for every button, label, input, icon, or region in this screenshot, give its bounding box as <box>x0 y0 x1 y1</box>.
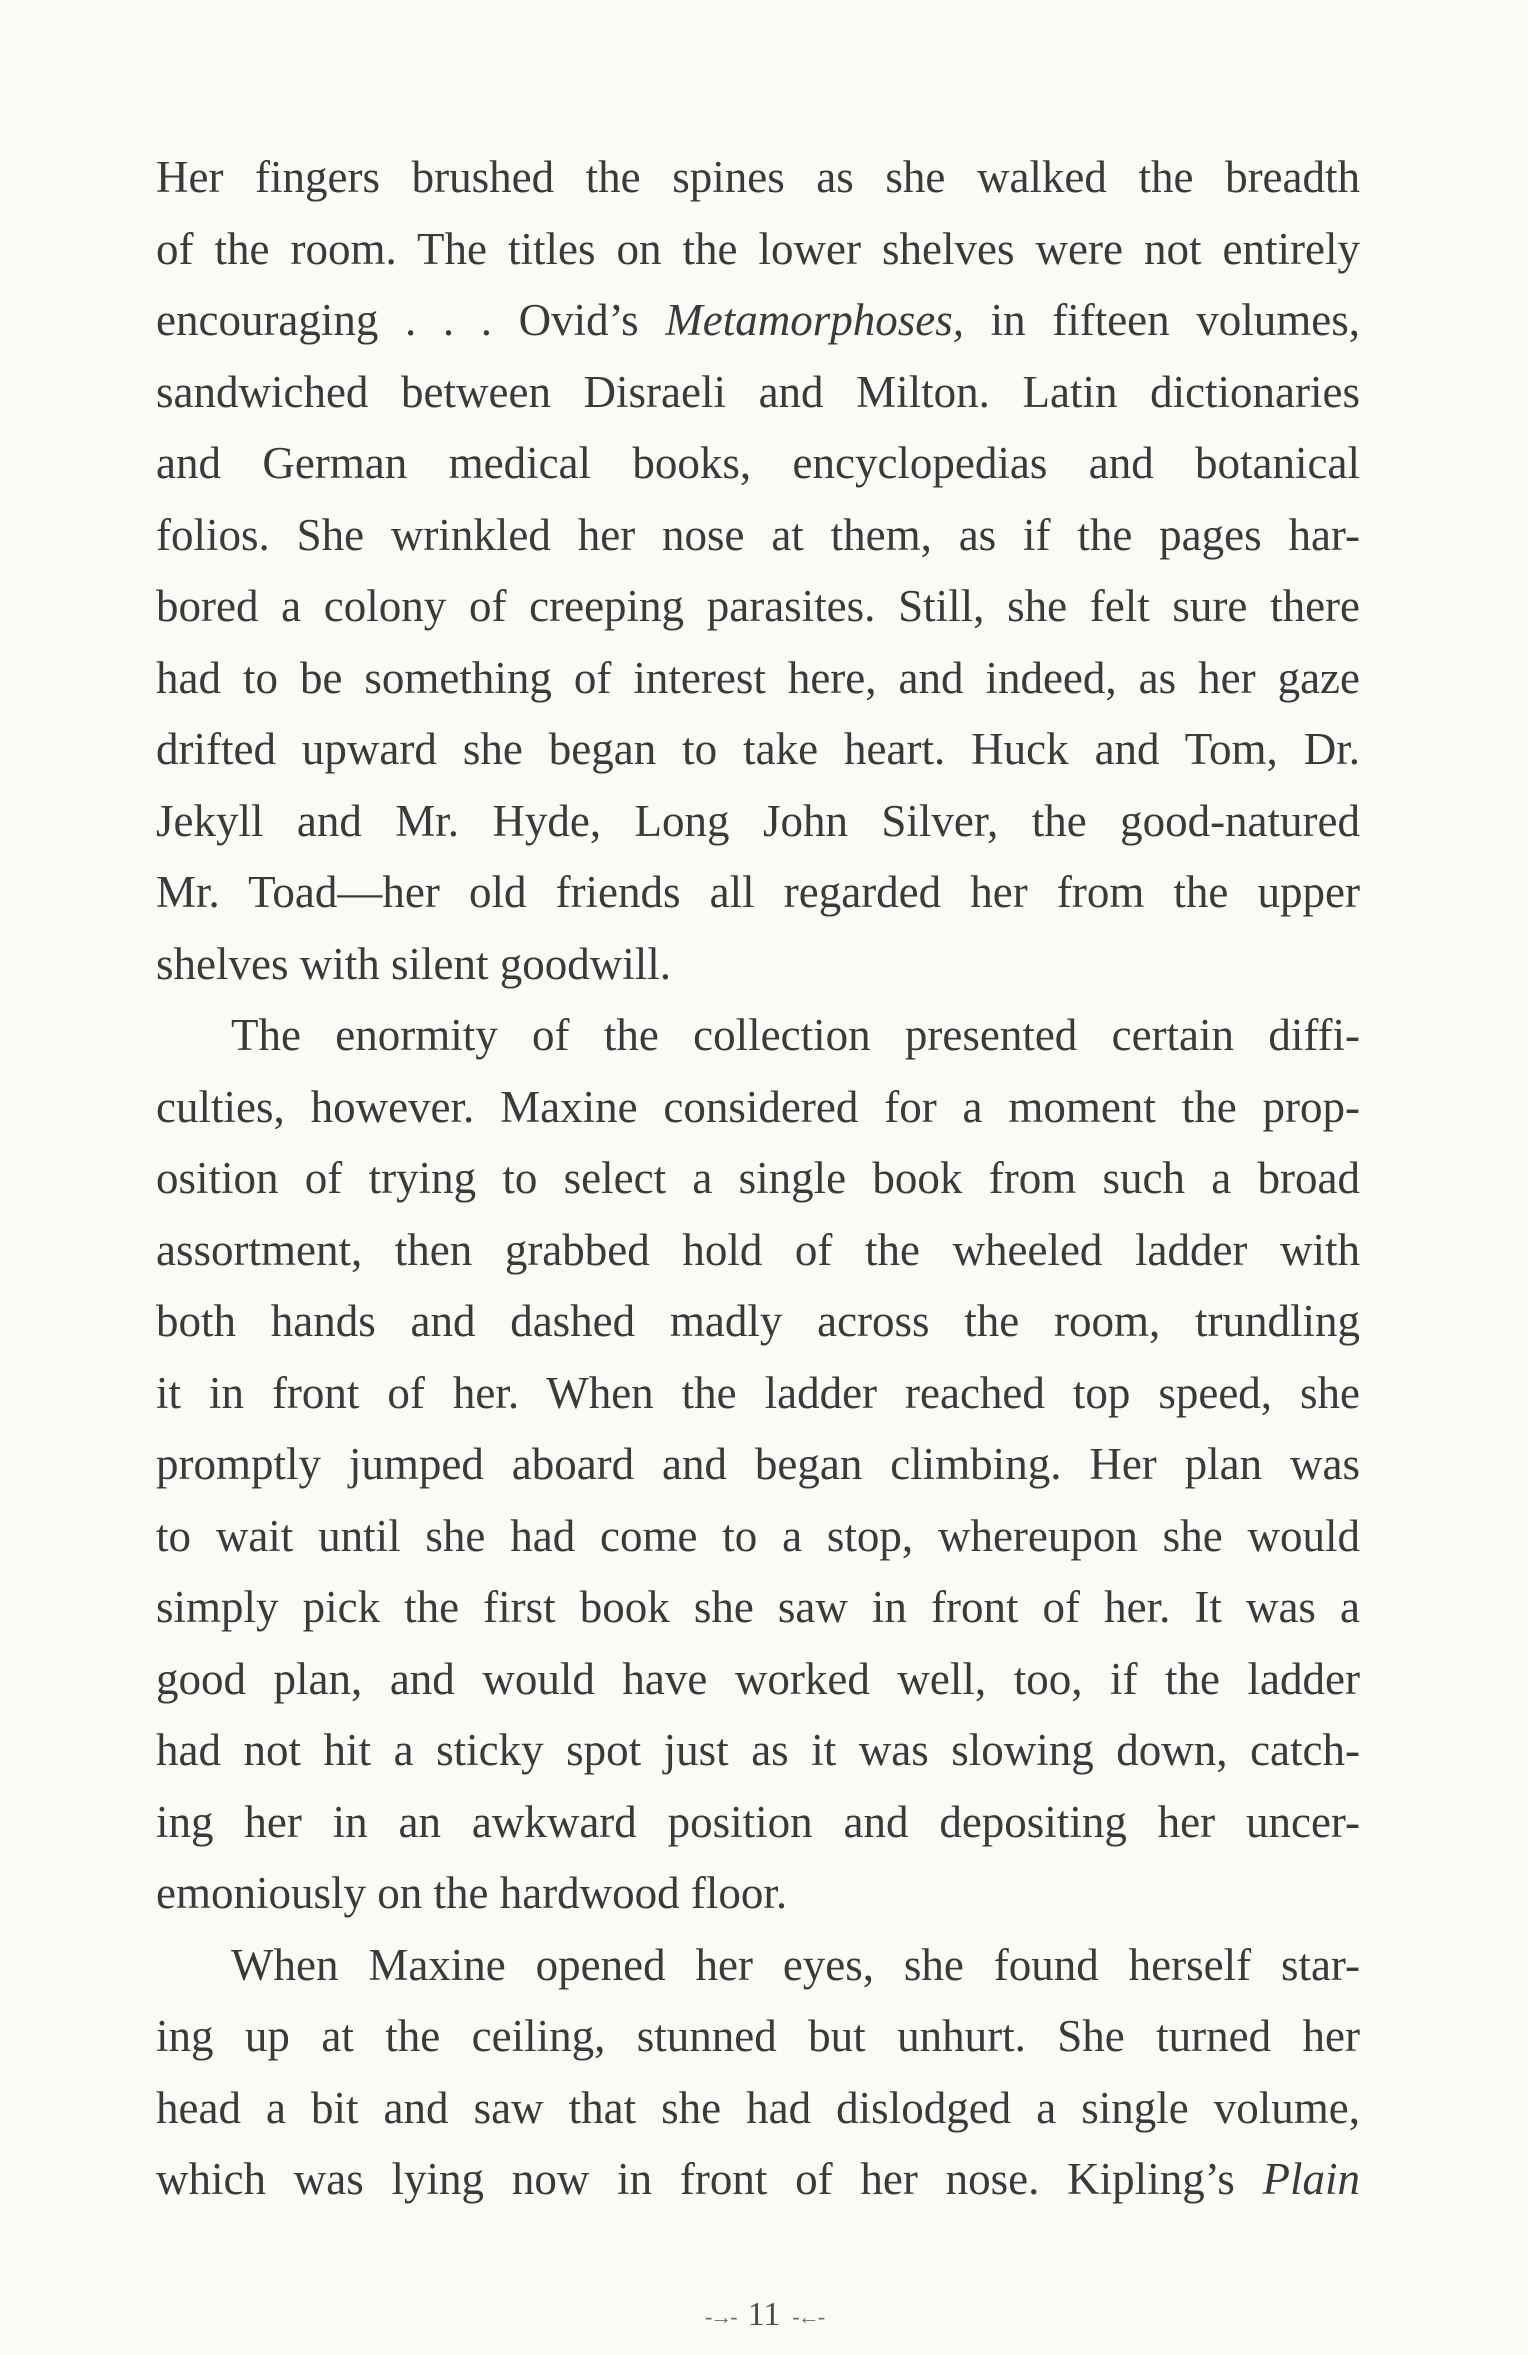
body-text <box>156 142 1360 2216</box>
text-line: simply pick the first book she saw in front of her. It was a <box>156 1582 1360 1632</box>
text-line: and German medical books, encyclopedias and botanical <box>156 438 1360 488</box>
text-line: ing up at the ceiling, stunned but unhurt. She turned her <box>156 2011 1360 2061</box>
paragraph <box>156 1000 1360 1930</box>
text-segment: in fifteen volumes, <box>963 295 1361 345</box>
paragraph <box>156 142 1360 1000</box>
right-arrow-ornament-icon: -←- <box>792 2304 824 2330</box>
page-number: 11 <box>747 2296 781 2333</box>
text-line: of the room. The titles on the lower shelves were not entirely <box>156 223 1360 274</box>
text-segment: encouraging . . . Ovid’s <box>156 295 666 345</box>
text-line: assortment, then grabbed hold of the wheeled ladder with <box>156 1224 1360 1275</box>
text-line: Jekyll and Mr. Hyde, Long John Silver, the good-natured <box>156 795 1360 846</box>
text-line: Her fingers brushed the spines as she walked the breadth <box>156 152 1360 202</box>
left-arrow-ornament-icon: -→- <box>704 2304 736 2330</box>
text-line: had to be something of interest here, and indeed, as her gaze <box>156 652 1360 703</box>
text-line: drifted upward she began to take heart. Huck and Tom, Dr. <box>156 724 1360 774</box>
text-line: When Maxine opened her eyes, she found herself star- <box>231 1939 1360 1990</box>
text-line: ing her in an awkward position and depositing her uncer- <box>156 1796 1360 1847</box>
text-line: both hands and dashed madly across the room, trundling <box>156 1296 1360 1346</box>
text-line: emoniously on the hardwood floor. <box>156 1868 788 1918</box>
text-segment: which was lying now in front of her nose. Kipling’s <box>156 2154 1263 2204</box>
text-line: had not hit a sticky spot just as it was slowing down, catch- <box>156 1725 1360 1775</box>
text-line: The enormity of the collection presented certain diffi- <box>231 1010 1360 1060</box>
text-line: sandwiched between Disraeli and Milton. Latin dictionaries <box>156 366 1360 417</box>
text-line: Mr. Toad—her old friends all regarded her from the upper <box>156 867 1360 917</box>
text-line: osition of trying to select a single book from such a broad <box>156 1153 1360 1203</box>
text-line: head a bit and saw that she had dislodged a single volume, <box>156 2082 1360 2133</box>
page-footer <box>0 2295 1528 2337</box>
italic-title: Metamorphoses, <box>665 295 964 345</box>
paragraph <box>156 1930 1360 2216</box>
text-line: culties, however. Maxine considered for a moment the prop- <box>156 1081 1360 1132</box>
text-line: shelves with silent goodwill. <box>156 938 671 989</box>
text-line: to wait until she had come to a stop, whereupon she would <box>156 1510 1360 1561</box>
text-line: promptly jumped aboard and began climbing. Her plan was <box>156 1439 1360 1489</box>
text-line: bored a colony of creeping parasites. Still, she felt sure there <box>156 581 1360 631</box>
text-line <box>156 2144 1360 2216</box>
italic-title: Plain <box>1262 2154 1360 2204</box>
text-line: it in front of her. When the ladder reached top speed, she <box>156 1367 1360 1418</box>
text-line <box>156 285 1360 357</box>
text-line: folios. She wrinkled her nose at them, as if the pages har- <box>156 509 1360 560</box>
text-line: good plan, and would have worked well, too, if the ladder <box>156 1653 1360 1704</box>
